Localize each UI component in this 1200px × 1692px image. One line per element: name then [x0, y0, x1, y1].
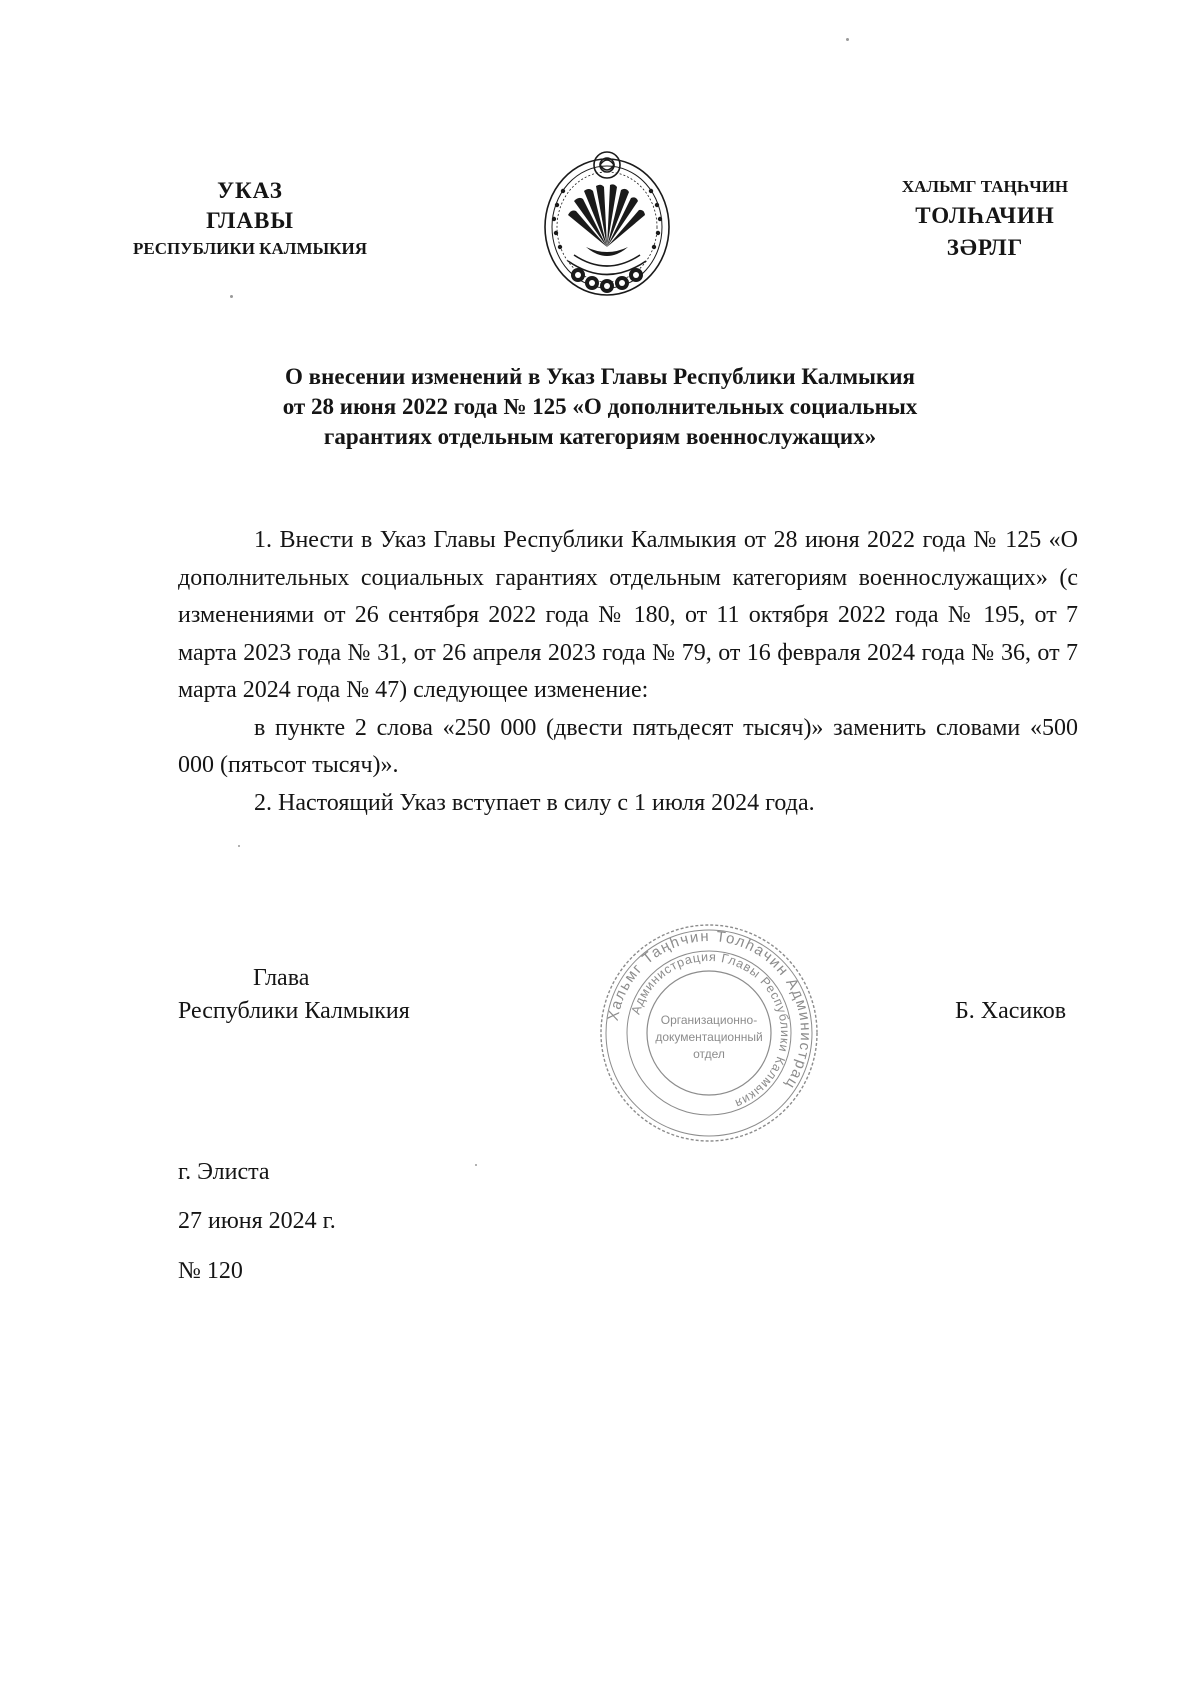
header-left-glavy: ГЛАВЫ	[206, 208, 294, 233]
scan-speck	[238, 845, 240, 847]
official-stamp	[596, 920, 822, 1146]
stamp-center-line1: Организационно-	[660, 1013, 758, 1027]
document-title-line3: гарантиях отдельным категориям военнослужащих»	[323, 424, 877, 449]
header-right-line2: ТОЛҺАЧИН	[915, 203, 1055, 228]
header-right-block	[840, 174, 1130, 264]
document-title-line2: от 28 июня 2022 года № 125 «О дополнительных социальных	[282, 394, 918, 419]
document-body	[178, 522, 1078, 822]
header-left-ukaz: УКАЗ	[217, 178, 283, 203]
signature-position-line2: Республики Калмыкия	[178, 998, 410, 1024]
header-left-block	[85, 176, 415, 262]
stamp-inner-ring-text: Администрация Главы Республики Калмыкия	[628, 949, 793, 1111]
header-right-line1: ХАЛЬМГ ТАҢҺЧИН	[901, 177, 1069, 196]
signature-position-line1: Глава	[253, 965, 310, 991]
body-paragraph-1: 1. Внести в Указ Главы Республики Калмыкия от 28 июня 2022 года № 125 «О дополнительных социальных гарантиях отдельным категориям военнослужащих» (с изменениями от 26 сентября 2022 года № 180, от 11 октября 2022 года № 195, от 7 марта 2023 года № 31, от 26 апреля 2023 года № 79, от 16 февраля 2024 года № 36, от 7 марта 2024 года № 47) следующее изменение:	[178, 527, 1078, 703]
scan-speck	[230, 295, 233, 298]
body-paragraph-3: 2. Настоящий Указ вступает в силу с 1 июля 2024 года.	[254, 789, 815, 816]
signature-name: Б. Хасиков	[955, 998, 1067, 1024]
footer-city: г. Элиста	[178, 1159, 270, 1185]
document-title-line1: О внесении изменений в Указ Главы Республики Калмыкия	[285, 364, 915, 389]
header-right-line3: ЗӘРЛГ	[946, 235, 1024, 260]
scan-speck	[846, 38, 849, 41]
scan-speck	[475, 1164, 477, 1166]
document-title	[160, 362, 1040, 452]
stamp-center-line3: отдел	[693, 1047, 725, 1061]
header-left-republic: РЕСПУБЛИКИ КАЛМЫКИЯ	[132, 239, 368, 258]
footer-date: 27 июня 2024 г.	[178, 1208, 336, 1234]
body-paragraph-2: в пункте 2 слова «250 000 (двести пятьдесят тысяч)» заменить словами «500 000 (пятьсот тысяч)».	[178, 714, 1078, 778]
stamp-outer-text: Хальмг Таңһчин Толһачин Администрац	[604, 927, 815, 1093]
calmykia-coat-of-arms-icon	[538, 143, 676, 301]
footer-number: № 120	[178, 1258, 243, 1284]
stamp-center-line2: документационный	[655, 1030, 763, 1044]
